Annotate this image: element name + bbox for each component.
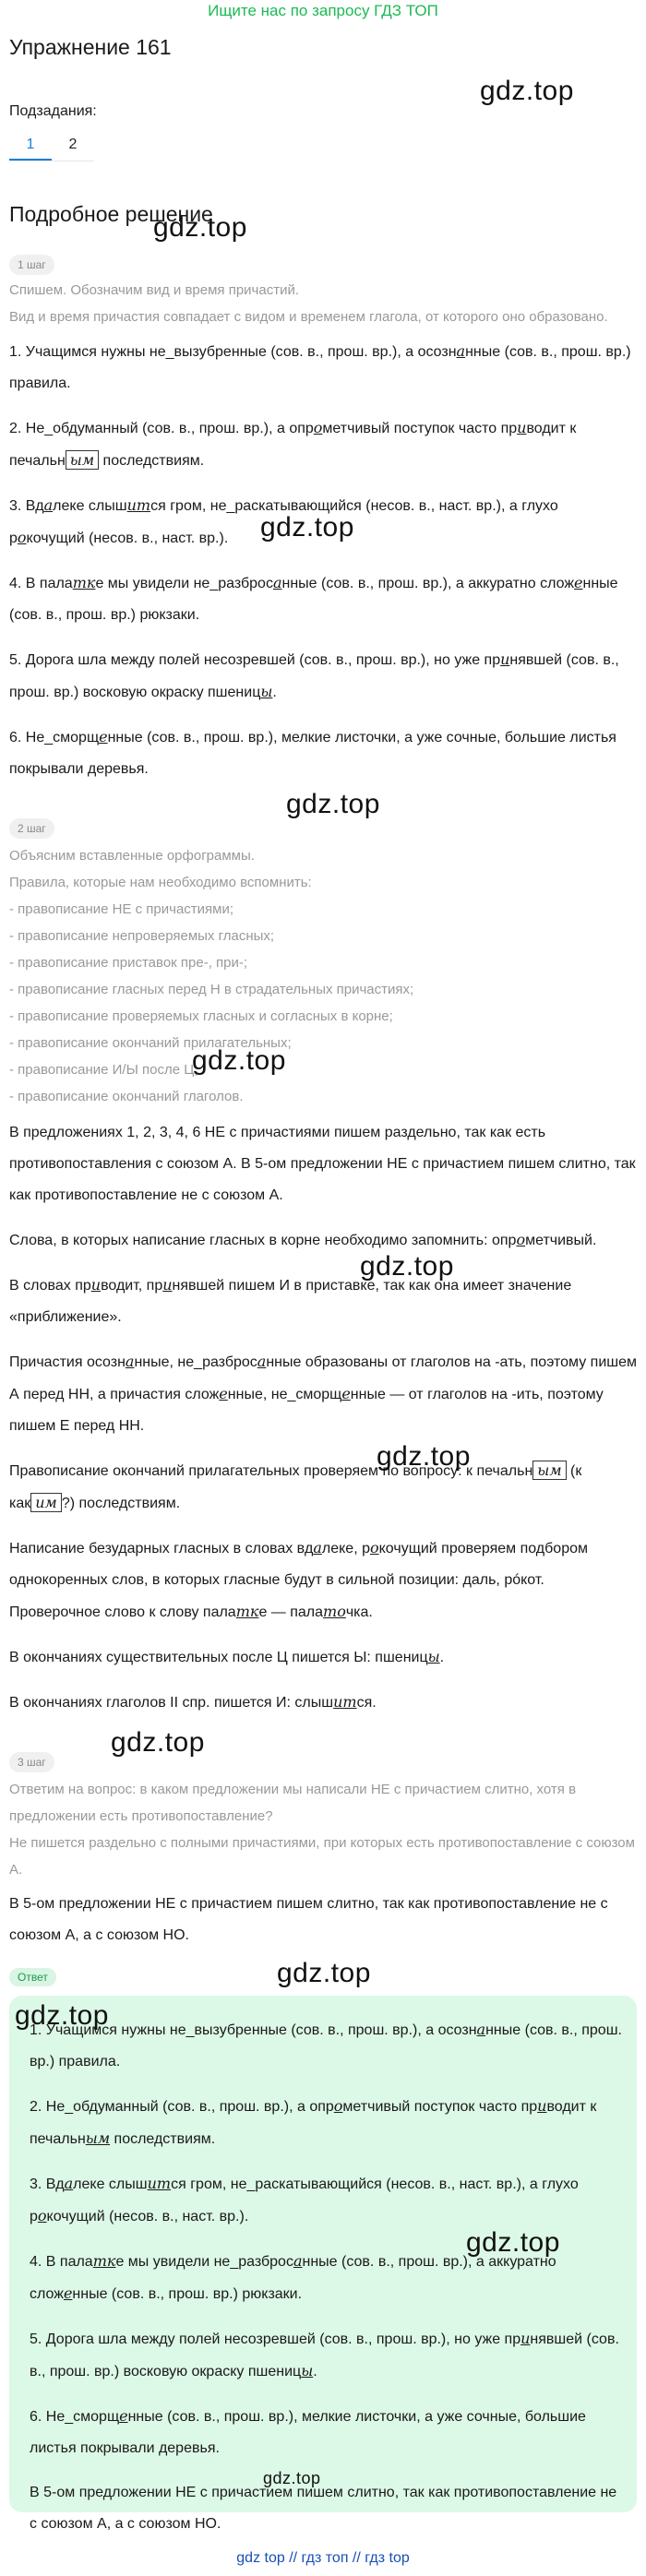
watermark: gdz.top: [15, 2000, 109, 2031]
subtask-tabs: [9, 133, 94, 161]
watermark: gdz.top: [192, 1045, 286, 1076]
rule-line: - правописание гласных перед Н в страдательных причастиях;: [9, 982, 414, 997]
answer-sentence-2: 2. Не_обдуманный (сов. в., прош. вр.), а опрометчивый поступок часто приводит к печальным последствиям.: [30, 2097, 597, 2147]
rule-line: - правописание окончаний прилагательных;: [9, 1035, 292, 1051]
sentence-4: 4. В палатке мы увидели не_разбросанные (сов. в., прош. вр.), а аккуратно сложенные (сов. в., прош. вр.) рюкзаки.: [9, 574, 618, 623]
watermark: gdz.top: [360, 1251, 454, 1282]
sentence-2: 2. Не_обдуманный (сов. в., прош. вр.), а опрометчивый поступок часто приводит к печальн ым последствиям.: [9, 419, 577, 469]
step-2-badge: 2 шаг: [9, 818, 54, 839]
step-1-badge: 1 шаг: [9, 255, 54, 275]
rule-line: Правила, которые нам необходимо вспомнить:: [9, 875, 312, 890]
solution-heading: Подробное решение: [9, 202, 213, 226]
explanation-1: В предложениях 1, 2, 3, 4, 6 НЕ с причастиями пишем раздельно, так как есть противопоставления с союзом А. В 5-ом предложении НЕ с причастием пишем слитно, так как противопоставление не с союзом А.: [9, 1125, 636, 1203]
sentence-1: 1. Учащимся нужны не_вызубренные (сов. в., прош. вр.), а осознанные (сов. в., прош. вр.) правила.: [9, 342, 631, 391]
sentence-3: 3. Вдалеке слышится гром, не_раскатывающийся (несов. в., наст. вр.), а глухо рокочущий (несов. в., наст. вр.).: [9, 496, 558, 546]
answer-sentence-6: 6. Не_сморщенные (сов. в., прош. вр.), мелкие листочки, а уже сочные, большие листья покрывали деревья.: [30, 2407, 586, 2456]
subtasks-label: Подзадания:: [9, 103, 97, 119]
step-3-question: Ответим на вопрос: в каком предложении мы написали НЕ с причастием слитно, хотя в предложении есть противопоставление?: [9, 1782, 577, 1824]
watermark: gdz.top: [480, 76, 574, 106]
step-1-instruction: Спишем. Обозначим вид и время причастий.: [9, 282, 300, 298]
watermark: gdz.top: [466, 2227, 560, 2258]
answer-sentence-3: 3. Вдалеке слышится гром, не_раскатывающийся (несов. в., наст. вр.), а глухо рокочущий (несов. в., наст. вр.).: [30, 2175, 579, 2224]
watermark: gdz.top: [277, 1958, 371, 1988]
explanation-3: В словах приводит, принявшей пишем И в приставке, так как она имеет значение «приближение».: [9, 1276, 572, 1325]
tab-2[interactable]: 2: [68, 137, 78, 152]
sentence-6: 6. Не_сморщенные (сов. в., прош. вр.), мелкие листочки, а уже сочные, большие листья покрывали деревья.: [9, 728, 616, 777]
step-1-note: Вид и время причастия совпадает с видом и временем глагола, от которого оно образовано.: [9, 309, 608, 325]
watermark: gdz.top: [377, 1441, 471, 1472]
answer-sentence-5: 5. Дорога шла между полей несозревшей (сов. в., прош. вр.), но уже принявшей (сов. в., прош. вр.) восковую окраску пшеницы.: [30, 2330, 619, 2379]
answer-badge: Ответ: [9, 1968, 56, 1986]
explanation-7: В окончаниях существительных после Ц пишется Ы: пшеницы.: [9, 1648, 445, 1665]
rule-line: Объясним вставленные орфограммы.: [9, 848, 255, 864]
explanation-8: В окончаниях глаголов II спр. пишется И: слышится.: [9, 1693, 377, 1711]
footer-links[interactable]: gdz top // гдз топ // гдз top: [236, 2550, 410, 2566]
explanation-6: Написание безударных гласных в словах вдалеке, рокочущий проверяем подбором однокоренных слов, в которых гласные будут в сильной позиции: даль, рóкот. Проверочное слово к слову палатке — палаточка.: [9, 1539, 588, 1620]
watermark: gdz.top: [153, 212, 247, 243]
step-2-rules: [9, 842, 637, 1110]
answer-sentence-1: 1. Учащимся нужны не_вызубренные (сов. в., прош. вр.), а осознанные (сов. в., прош. вр.) правила.: [30, 2021, 622, 2069]
step-3-badge: 3 шаг: [9, 1752, 54, 1772]
rule-line: - правописание приставок пре-, при-;: [9, 955, 248, 971]
step-3-answer: В 5-ом предложении НЕ с причастием пишем слитно, так как противопоставление не с союзом А, а с союзом НО.: [9, 1896, 608, 1943]
rule-line: - правописание И/Ы после Ц;: [9, 1062, 198, 1078]
rule-line: - правописание проверяемых гласных и согласных в корне;: [9, 1008, 393, 1024]
step-3-note: Не пишется раздельно с полными причастиями, при которых есть противопоставление с союзом А.: [9, 1835, 635, 1878]
explanation-2: Слова, в которых написание гласных в корне необходимо запомнить: опрометчивый.: [9, 1231, 597, 1248]
tab-1[interactable]: 1: [9, 133, 52, 161]
rule-line: - правописание непроверяемых гласных;: [9, 928, 275, 944]
watermark: gdz.top: [260, 512, 354, 543]
answer-conclusion: В 5-ом предложении НЕ с причастием пишем слитно, так как противопоставление не с союзом А, а с союзом НО.: [30, 2485, 617, 2532]
explanation-4: Причастия осознанные, не_разбросанные образованы от глаголов на -ать, поэтому пишем А перед НН, а причастия сложенные, не_сморщенные — от глаголов на -ить, поэтому пишем Е перед НН.: [9, 1353, 638, 1434]
rule-line: - правописание НЕ с причастиями;: [9, 901, 234, 917]
answer-sentence-4: 4. В палатке мы увидели не_разбросанные (сов. в., прош. вр.), а аккуратно сложенные (сов. в., прош. вр.) рюкзаки.: [30, 2252, 556, 2302]
watermark: gdz.top: [263, 2469, 321, 2487]
watermark: gdz.top: [286, 789, 380, 819]
sentence-5: 5. Дорога шла между полей несозревшей (сов. в., прош. вр.), но уже принявшей (сов. в., прош. вр.) восковую окраску пшеницы.: [9, 650, 619, 700]
rule-line: - правописание окончаний глаголов.: [9, 1089, 244, 1104]
explanation-5: Правописание окончаний прилагательных проверяем по вопросу: к печальн ым (к как им ?) последствиям.: [9, 1461, 582, 1511]
search-hint-link[interactable]: Ищите нас по запросу ГДЗ ТОП: [208, 2, 438, 19]
watermark: gdz.top: [111, 1727, 205, 1758]
page-title: Упражнение 161: [9, 35, 172, 59]
